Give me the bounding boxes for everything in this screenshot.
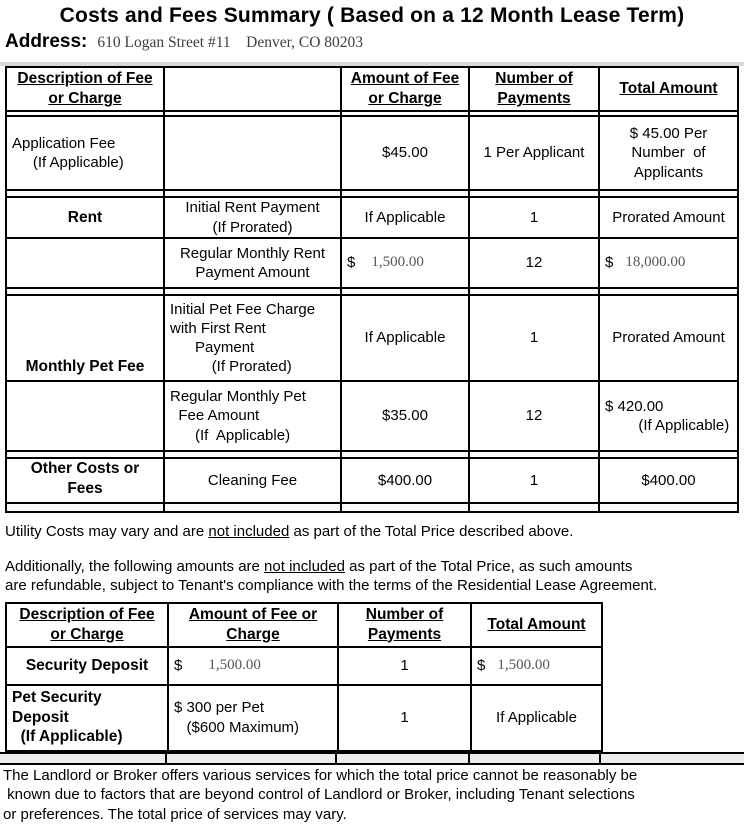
security-deposit-label: Security Deposit [7,648,169,686]
monthly-pet-fee-label: Monthly Pet Fee [7,296,165,382]
header-amount: Amount of Fee or Charge [169,604,339,648]
header-total: Total Amount [600,68,737,112]
address-label: Address: [5,31,88,52]
spacer-row [7,191,737,198]
address-row [5,31,744,53]
pet-fee-regular-total: $ 420.00 (If Applicable) [600,382,737,452]
other-costs-label: Other Costs or Fees [7,459,165,504]
application-fee-amount: $45.00 [342,117,470,191]
rent-regular-total: $ 18,000.00 [600,239,737,289]
pet-fee-initial-payments: 1 [470,296,600,382]
header-subdescription-empty [165,68,342,112]
empty-cell [7,382,165,452]
empty-cell [7,239,165,289]
application-fee-payments: 1 Per Applicant [470,117,600,191]
other-costs-amount: $400.00 [342,459,470,504]
pet-fee-regular-amount: $35.00 [342,382,470,452]
security-deposit-row [7,648,601,686]
pet-security-deposit-label: Pet Security Deposit (If Applicable) [7,686,169,750]
underlined-text: not included [208,523,290,540]
additional-amounts-note: Additionally, the following amounts are not included as part of the Total Price, as such amounts are refundable, subject to Tenant's compliance with the terms of the Residential Lease Agreement. [5,557,658,594]
header-total: Total Amount [472,604,601,648]
header-payments: Number of Payments [339,604,472,648]
rent-regular-payments: 12 [470,239,600,289]
table2-header-row [7,604,601,648]
other-costs-payments: 1 [470,459,600,504]
utility-costs-note: Utility Costs may vary and are not included as part of the Total Price described above. [5,523,574,540]
rent-regular-row [7,239,737,289]
spacer-row [7,452,737,459]
rent-initial-amount: If Applicable [342,198,470,239]
application-fee-description: Application Fee (If Applicable) [7,117,165,191]
pet-fee-initial-total: Prorated Amount [600,296,737,382]
header-description: Description of Fee or Charge [7,68,165,112]
other-costs-total: $400.00 [600,459,737,504]
landlord-services-note: The Landlord or Broker offers various services for which the total price cannot be reasonably be known due to factors that are beyond control of Landlord or Broker, including Tenant selections or preferences. The total price of services may vary. [3,766,638,824]
pet-fee-regular-row [7,382,737,452]
spacer-row [7,504,737,511]
pet-security-deposit-payments: 1 [339,686,472,750]
spacer-row [7,289,737,296]
application-fee-row [7,117,737,191]
pet-fee-initial-description: Initial Pet Fee Charge with First Rent Payment (If Prorated) [165,296,342,382]
table-bottom-strip [0,752,744,765]
deposits-table [5,602,603,752]
address-value: 610 Logan Street #11 Denver, CO 80203 [97,34,364,51]
header-amount: Amount of Fee or Charge [342,68,470,112]
other-costs-description: Cleaning Fee [165,459,342,504]
underlined-text: not included [264,557,345,575]
empty-cell [165,117,342,191]
rent-initial-description: Initial Rent Payment (If Prorated) [165,198,342,239]
pet-security-deposit-row [7,686,601,750]
pet-fee-regular-description: Regular Monthly Pet Fee Amount (If Applicable) [165,382,342,452]
pet-fee-initial-amount: If Applicable [342,296,470,382]
rent-initial-row [7,198,737,239]
pet-security-deposit-amount: $ 300 per Pet ($600 Maximum) [169,686,339,750]
rent-regular-amount: $ 1,500.00 [342,239,470,289]
pet-fee-initial-row [7,296,737,382]
rent-initial-payments: 1 [470,198,600,239]
header-payments: Number of Payments [470,68,600,112]
table1-header-row [7,68,737,112]
security-deposit-total: $ 1,500.00 [472,648,601,686]
page-title: Costs and Fees Summary ( Based on a 12 Month Lease Term) [59,4,685,27]
rent-regular-description: Regular Monthly Rent Payment Amount [165,239,342,289]
security-deposit-payments: 1 [339,648,472,686]
other-costs-row [7,459,737,504]
header-description: Description of Fee or Charge [7,604,169,648]
pet-security-deposit-total: If Applicable [496,708,577,726]
rent-initial-total: Prorated Amount [600,198,737,239]
pet-fee-regular-payments: 12 [470,382,600,452]
rent-label: Rent [7,198,165,239]
costs-fees-table [5,66,739,513]
security-deposit-amount: $ 1,500.00 [169,648,339,686]
application-fee-total: $ 45.00 Per Number of Applicants [600,117,737,191]
